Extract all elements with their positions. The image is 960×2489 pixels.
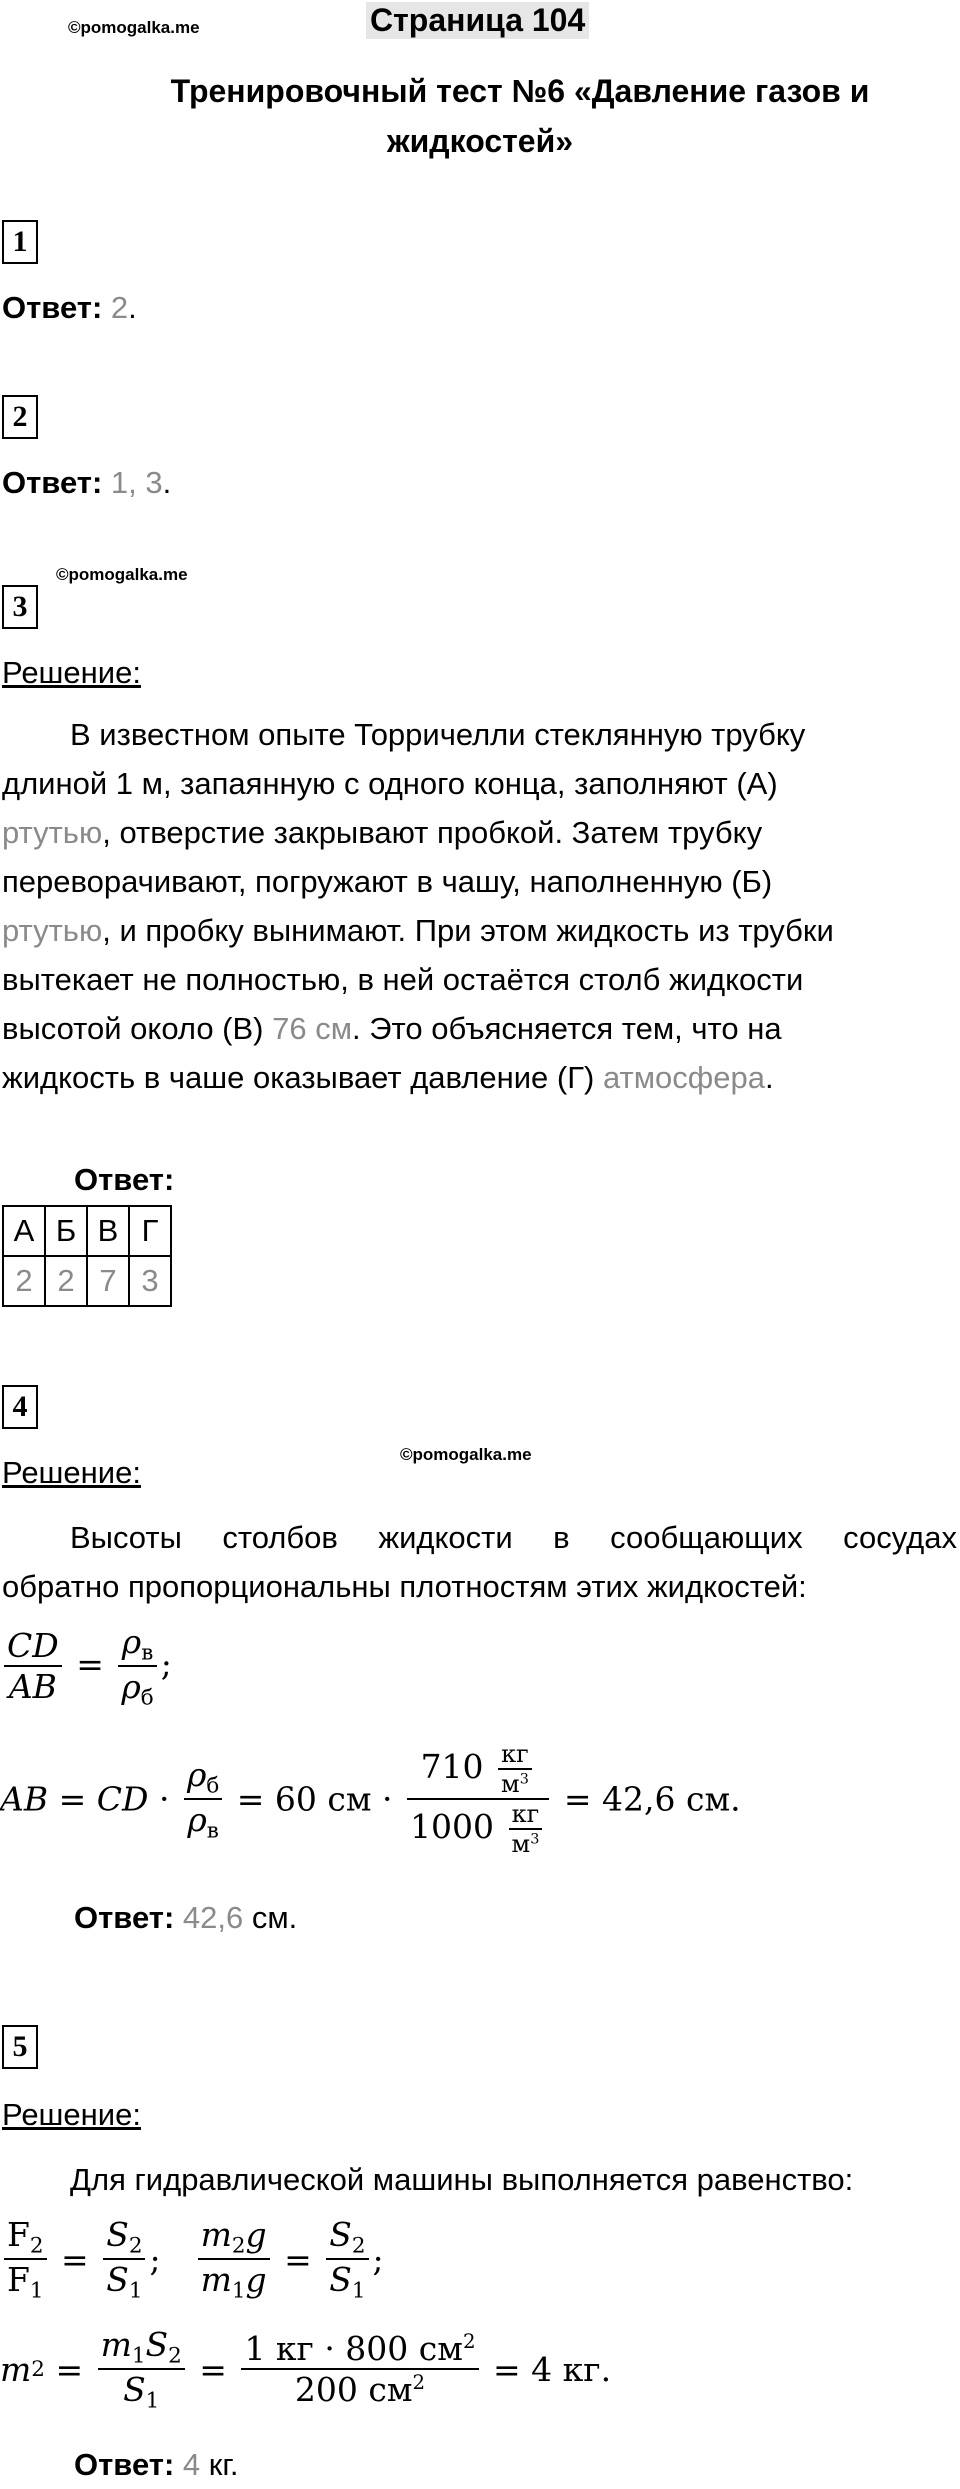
table-header-cell: Б (45, 1206, 87, 1256)
q4-answer-line (74, 1893, 297, 1942)
answer-label: Ответ: (74, 2447, 175, 2482)
answer-label: Ответ: (74, 1900, 175, 1935)
test-title-line2: жидкостей» (386, 123, 574, 159)
q5-formula-m2: m2 = $\frac{m_1S_2}{S_1}$ = $\frac{1 кг \cdot 800 см^2}{200 см^2}$ = 4 кг. (0, 2325, 612, 2414)
q3-solution-label: Решение: (2, 655, 141, 690)
q2-answer-tail: . (162, 465, 172, 500)
answer-label: Ответ: (2, 290, 103, 325)
question-number-3: 3 (2, 585, 38, 629)
q3-line: длиной 1 м, запаянную с одного конца, заполняют (А) (2, 766, 778, 801)
table-header-cell: В (87, 1206, 129, 1256)
q4-line: Высоты столбов жидкости в сообщающих сосудах (70, 1520, 957, 1555)
q5-line: Для гидравлической машины выполняется равенство: (70, 2162, 854, 2197)
q4-formula-ratio: $\frac{CD}{AB}$ = $\frac{\rho_в}{\rho_б}$ ; (0, 1622, 172, 1711)
q3-solution-text (2, 710, 957, 1102)
watermark: ©pomogalka.me (400, 1445, 532, 1464)
question-number-1: 1 (2, 220, 38, 264)
table-value-cell: 2 (3, 1256, 45, 1306)
table-header-cell: Г (129, 1206, 171, 1256)
q1-answer-tail: . (128, 290, 137, 325)
question-number-4: 4 (2, 1385, 38, 1429)
table-value-cell: 3 (129, 1256, 171, 1306)
q2-answer-line (2, 458, 171, 507)
q5-answer: 4 (182, 2447, 201, 2482)
q4-line: обратно пропорциональны плотностям этих жидкостей: (2, 1569, 807, 1604)
watermark: ©pomogalka.me (68, 18, 200, 37)
q3-line: высотой около (В) 76 см. Это объясняется тем, что на (2, 1011, 782, 1046)
table-value-cell: 7 (87, 1256, 129, 1306)
test-title-line1: Тренировочный тест №6 «Давление газов и (170, 73, 870, 109)
q3-fill-v: 76 см (272, 1011, 353, 1046)
q3-line: В известном опыте Торричелли стеклянную трубку (70, 717, 806, 752)
answer-label: Ответ: (2, 465, 103, 500)
q3-line: жидкость в чаше оказывает давление (Г) атмосфера. (2, 1060, 774, 1095)
table-value-cell: 2 (45, 1256, 87, 1306)
q3-line: ртутью, отверстие закрывают пробкой. Затем трубку (2, 815, 763, 850)
question-number-2: 2 (2, 395, 38, 439)
q4-answer: 42,6 (182, 1900, 244, 1935)
q5-answer-unit: кг. (200, 2447, 239, 2482)
q3-fill-a: ртутью (2, 815, 103, 850)
table-header-cell: А (3, 1206, 45, 1256)
page-title: Страница 104 (366, 2, 589, 39)
q3-answer-table (2, 1205, 172, 1307)
q3-line: ртутью, и пробку вынимают. При этом жидкость из трубки (2, 913, 834, 948)
q4-solution-label: Решение: (2, 1455, 141, 1490)
q4-answer-unit: см. (243, 1900, 298, 1935)
question-number-5: 5 (2, 2025, 38, 2069)
q3-fill-g: атмосфера (602, 1060, 766, 1095)
q3-answer-label: Ответ: (74, 1162, 175, 1197)
q4-solution-text (2, 1513, 957, 1611)
watermark: ©pomogalka.me (56, 565, 188, 584)
q1-answer: 2 (110, 290, 129, 325)
q3-line: переворачивают, погружают в чашу, наполненную (Б) (2, 864, 773, 899)
q1-answer-line (2, 283, 137, 332)
q5-formula-equality: $\frac{F_2}{F_1}$ = $\frac{S_2}{S_1}$ ; $\frac{m_2g}{m_1g}$ = $\frac{S_2}{S_1}$ ; (0, 2215, 384, 2304)
q4-formula-ab: AB = CD · $\frac{\rho_б}{\rho_в}$ = 60 см · 710 $\frac{кг}{м^3}$ 1000 $\frac{кг}{м^3}$ = 42,6 см. (0, 1740, 741, 1858)
q5-answer-line (74, 2440, 238, 2489)
q2-answer: 1, 3 (110, 465, 163, 500)
q3-line: вытекает не полностью, в ней остаётся столб жидкости (2, 962, 804, 997)
q5-solution-label: Решение: (2, 2097, 141, 2132)
q3-fill-b: ртутью (2, 913, 103, 948)
